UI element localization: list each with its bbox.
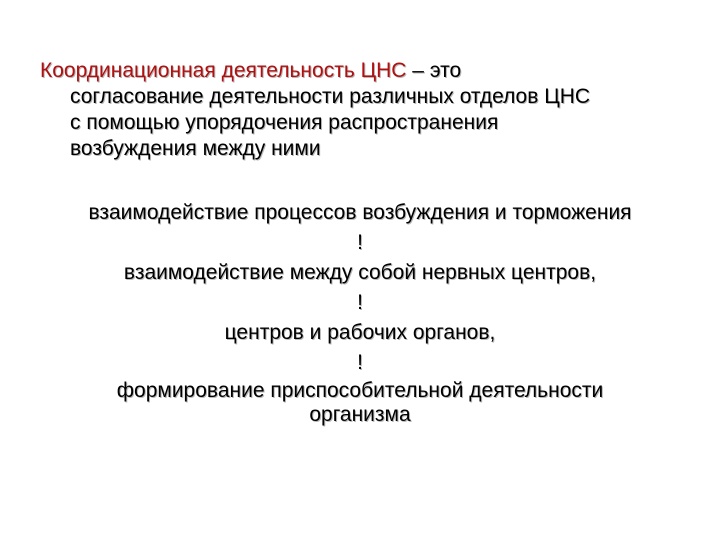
definition-line-1: согласование деятельности различных отделов ЦНС bbox=[70, 85, 591, 108]
definition-line-2: с помощью упорядочения распространения bbox=[70, 111, 499, 134]
chain-arrow-1: ! bbox=[357, 231, 363, 254]
definition-first-line bbox=[40, 58, 680, 84]
chain-final-line-1: формирование приспособительной деятельности bbox=[116, 379, 604, 402]
chain-step-1: взаимодействие процессов возбуждения и торможения bbox=[88, 201, 632, 224]
coordination-chain bbox=[20, 199, 700, 427]
chain-final-line-2: организма bbox=[309, 403, 411, 426]
definition-block bbox=[40, 58, 680, 162]
definition-dash: – это bbox=[406, 59, 462, 82]
chain-arrow-3: ! bbox=[357, 351, 363, 374]
definition-line-3: возбуждения между ними bbox=[70, 137, 321, 160]
chain-arrow-2: ! bbox=[357, 291, 363, 314]
chain-step-2: взаимодействие между собой нервных центров, bbox=[123, 261, 597, 284]
chain-step-3: центров и рабочих органов, bbox=[224, 321, 496, 344]
definition-term: Координационная деятельность ЦНС bbox=[40, 59, 407, 82]
